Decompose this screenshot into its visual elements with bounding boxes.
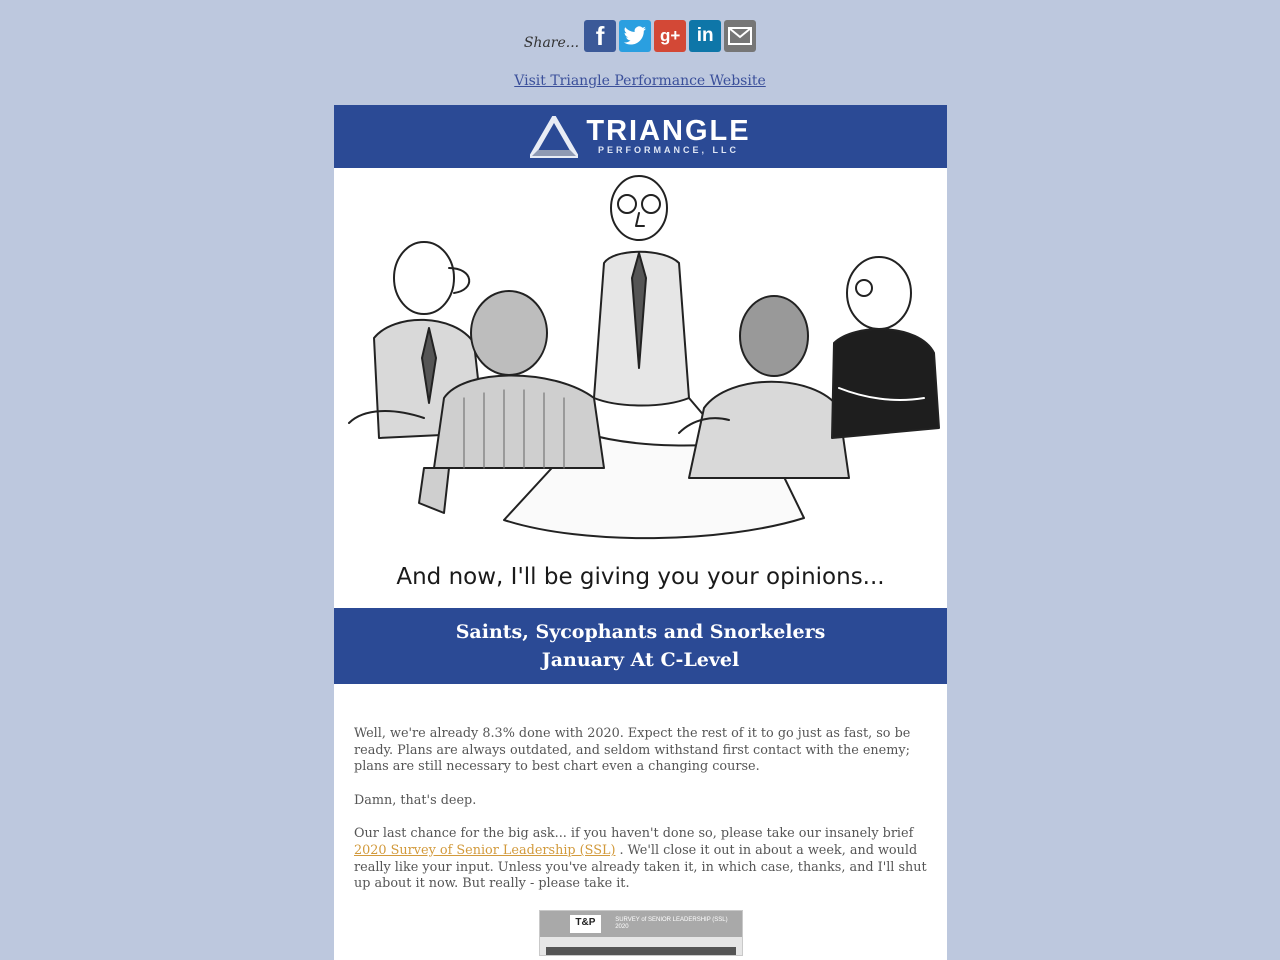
- share-label: Share...: [523, 35, 580, 51]
- twitter-share-button[interactable]: [619, 20, 651, 52]
- google-plus-icon: g+: [659, 26, 681, 45]
- google-plus-share-button[interactable]: [654, 20, 686, 52]
- visit-website-link[interactable]: Visit Triangle Performance Website: [514, 73, 766, 89]
- linkedin-share-button[interactable]: [689, 20, 721, 52]
- triangle-logo[interactable]: [530, 116, 750, 158]
- cartoon-caption: And now, I'll be giving you your opinions...: [396, 564, 885, 590]
- logo-subtitle: PERFORMANCE, LLC: [598, 145, 739, 155]
- visit-website-row: [0, 73, 1280, 89]
- linkedin-icon: in: [696, 25, 714, 46]
- survey-thumbnail[interactable]: [539, 910, 743, 956]
- paragraph-survey: Our last chance for the big ask... if you haven't done so, please take our insanely brief 2020 Survey of Senior Leadership (SSL) . We'll close it out in about a week, and would really like your input. Unless you've already taken it, in which case, thanks, and I'll shut up about it now. But really - please take it.: [354, 826, 927, 892]
- cartoon-image: [334, 168, 947, 608]
- logo-banner: [334, 105, 947, 168]
- title-banner: [334, 608, 947, 684]
- facebook-icon: f: [595, 20, 605, 51]
- email-share-button[interactable]: [724, 20, 756, 52]
- paragraph-intro: Well, we're already 8.3% done with 2020. Expect the rest of it to go just as fast, so be ready. Plans are always outdated, and seldom withstand first contact with the enemy; plans are still necessary to best chart even a changing course.: [354, 726, 911, 775]
- survey-link[interactable]: 2020 Survey of Senior Leadership (SSL): [354, 842, 616, 858]
- twitter-icon: [623, 26, 647, 46]
- survey-thumbnail-bar: [546, 947, 736, 955]
- facebook-share-button[interactable]: [584, 20, 616, 52]
- newsletter-subtitle: January At C-Level: [541, 649, 740, 671]
- triangle-logo-icon: [530, 116, 578, 158]
- share-bar: [0, 20, 1280, 52]
- newsletter-card: [334, 105, 947, 960]
- paragraph-aside: Damn, that's deep.: [354, 792, 477, 808]
- survey-thumbnail-logo: T&P: [570, 915, 602, 933]
- article-body: [334, 684, 947, 956]
- meeting-cartoon-illustration: [334, 168, 947, 558]
- survey-thumbnail-title: SURVEY of SENIOR LEADERSHIP (SSL) 2020: [615, 916, 728, 930]
- envelope-icon: [727, 26, 753, 46]
- newsletter-title: Saints, Sycophants and Snorkelers: [455, 621, 826, 643]
- logo-wordmark: TRIANGLE: [586, 115, 751, 147]
